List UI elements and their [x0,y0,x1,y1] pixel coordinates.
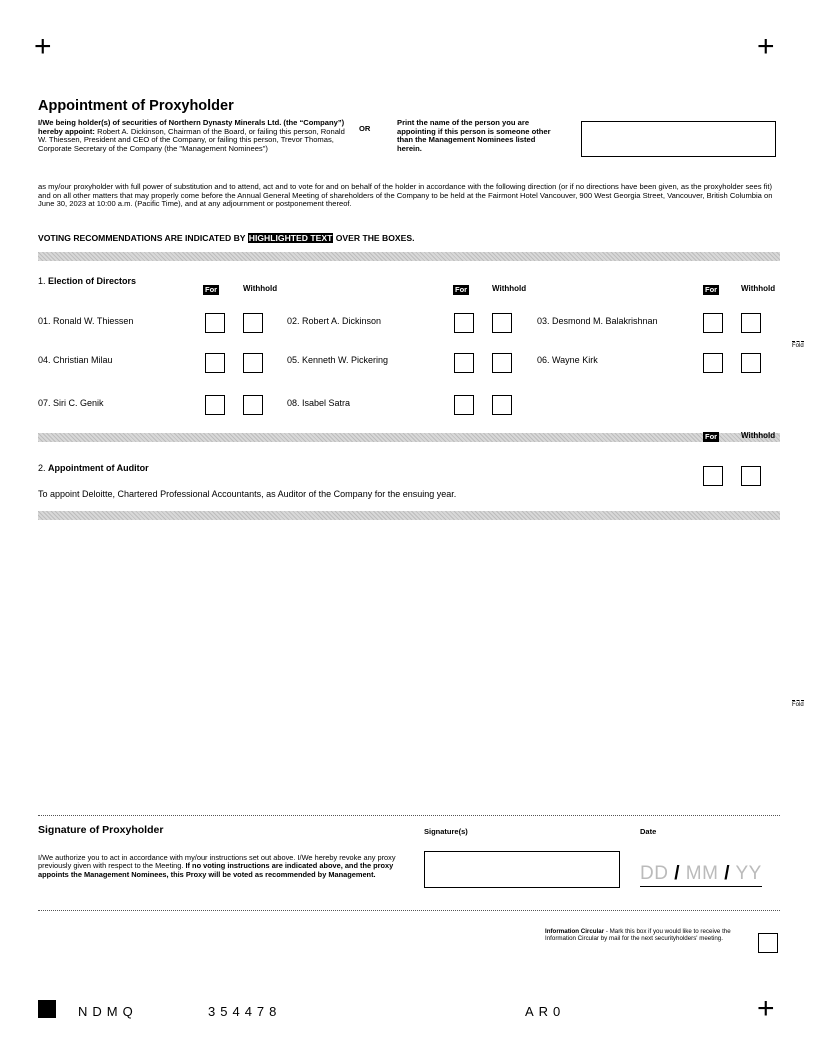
election-number: 1. [38,276,49,286]
candidate-name: 08. Isabel Satra [287,398,351,408]
registration-mark-bottom-right: + [757,992,775,1025]
for-header: For [455,285,468,294]
candidate-name: 05. Kenneth W. Pickering [287,355,389,365]
vote-for-checkbox[interactable] [454,313,474,333]
footer-code-number: 354478 [208,1004,282,1019]
fold-marker: Fold [792,343,804,349]
dotted-divider [38,910,780,911]
section-band [38,433,780,442]
candidate-name: 04. Christian Milau [38,355,113,365]
footer-code-ndmq: NDMQ [78,1004,138,1019]
date-field[interactable] [640,862,762,887]
registration-mark-top-left: + [34,30,52,63]
date-day-placeholder: DD [640,863,669,884]
withhold-header: Withhold [243,284,278,293]
info-circular-text [545,928,745,942]
proxyholder-name-field[interactable] [581,121,776,157]
signature-label: Signature(s) [424,827,468,836]
vote-for-checkbox[interactable] [454,353,474,373]
auditor-withhold-checkbox[interactable] [741,466,761,486]
withhold-header: Withhold [492,284,527,293]
candidate-name: 03. Desmond M. Balakrishnan [537,316,658,326]
date-separator: / [674,863,681,884]
candidate-name: 02. Robert A. Dickinson [287,316,382,326]
date-separator: / [724,863,731,884]
signature-title: Signature of Proxyholder [38,824,164,836]
candidate-name: 01. Ronald W. Thiessen [38,316,134,326]
vote-withhold-checkbox[interactable] [741,313,761,333]
appointment-lead: I/We being holder(s) of securities of Northern Dynasty Minerals Ltd. (the “Company”) hereby appoint: [38,118,345,136]
registration-mark-top-right: + [757,30,775,63]
appointment-nominees: Robert A. Dickinson, Chairman of the Board, or failing this person, Ronald W. Thiessen, President and CEO of the Company, or failing this person, Trevor Thomas, Corporate Secretary of the Company (the "Management Nominees") [38,126,345,153]
footer-code-ar0: AR0 [525,1004,566,1019]
dotted-divider [38,815,780,816]
appointment-title: Appointment of Proxyholder [38,98,234,114]
date-month-placeholder: MM [685,863,719,884]
signature-authorization-text [38,854,398,879]
auditor-for-checkbox[interactable] [703,466,723,486]
vote-withhold-checkbox[interactable] [243,395,263,415]
section-band [38,511,780,520]
for-header: For [205,285,218,294]
authorization-bold-text: If no voting instructions are indicated above, and the proxy appoints the Management Nominees, this Proxy will be voted as recommended by Management. [38,861,394,879]
date-label: Date [640,827,657,836]
auditor-number: 2. [38,463,49,473]
withhold-header: Withhold [741,284,776,293]
vote-withhold-checkbox[interactable] [492,313,512,333]
date-year-placeholder: YY [735,863,762,884]
section-band [38,252,780,261]
signature-field[interactable] [424,851,620,888]
election-title-text: Election of Directors [48,276,137,286]
voting-rec-text: VOTING RECOMMENDATIONS ARE INDICATED BY [38,233,248,243]
voting-rec-text-end: OVER THE BOXES. [333,233,415,243]
fold-marker: Fold [792,702,804,708]
vote-for-checkbox[interactable] [205,353,225,373]
print-name-instructions: Print the name of the person you are appointing if this person is someone other than the Management Nominees listed herein. [397,118,551,153]
vote-withhold-checkbox[interactable] [492,353,512,373]
info-circular-description: - Mark this box if you would like to receive the Information Circular by mail for the next securityholders' meeting. [545,928,731,942]
highlighted-text-sample: HIGHLIGHTED TEXT [248,233,333,243]
vote-withhold-checkbox[interactable] [243,313,263,333]
vote-for-checkbox[interactable] [703,353,723,373]
footer-black-square [38,1000,56,1018]
appointment-text [38,119,348,153]
vote-for-checkbox[interactable] [205,313,225,333]
info-circular-title: Information Circular [545,928,605,935]
election-title [38,276,136,286]
vote-withhold-checkbox[interactable] [492,395,512,415]
auditor-title-text: Appointment of Auditor [48,463,149,473]
vote-withhold-checkbox[interactable] [243,353,263,373]
vote-for-checkbox[interactable] [454,395,474,415]
voting-recommendations [38,233,415,243]
auditor-description: To appoint Deloitte, Chartered Professional Accountants, as Auditor of the Company for the ensuing year. [38,489,457,499]
vote-withhold-checkbox[interactable] [741,353,761,373]
for-header: For [705,285,718,294]
withhold-header: Withhold [741,431,776,440]
auditor-title [38,463,149,473]
vote-for-checkbox[interactable] [703,313,723,333]
authorization-text: I/We authorize you to act in accordance with my/our instructions set out above. I/We hereby revoke any proxy previously given with respect to the Meeting. [38,853,396,871]
candidate-name: 06. Wayne Kirk [537,355,598,365]
candidate-name: 07. Siri C. Genik [38,398,104,408]
info-circular-checkbox[interactable] [758,933,778,953]
proxy-paragraph: as my/our proxyholder with full power of substitution and to attend, act and to vote for and on behalf of the holder in accordance with the following direction (or if no directions have been given, as the proxyholder sees fit) and on all other matters that may properly come before the Annual General Meeting of shareholders of the Company to be held at the Fairmont Hotel Vancouver, 900 West Georgia Street, Vancouver, British Columbia on June 30, 2023 at 10:00 a.m. (Pacific Time), and at any adjournment or postponement thereof. [38,182,773,209]
vote-for-checkbox[interactable] [205,395,225,415]
for-header: For [705,432,718,441]
or-label: OR [359,124,371,133]
